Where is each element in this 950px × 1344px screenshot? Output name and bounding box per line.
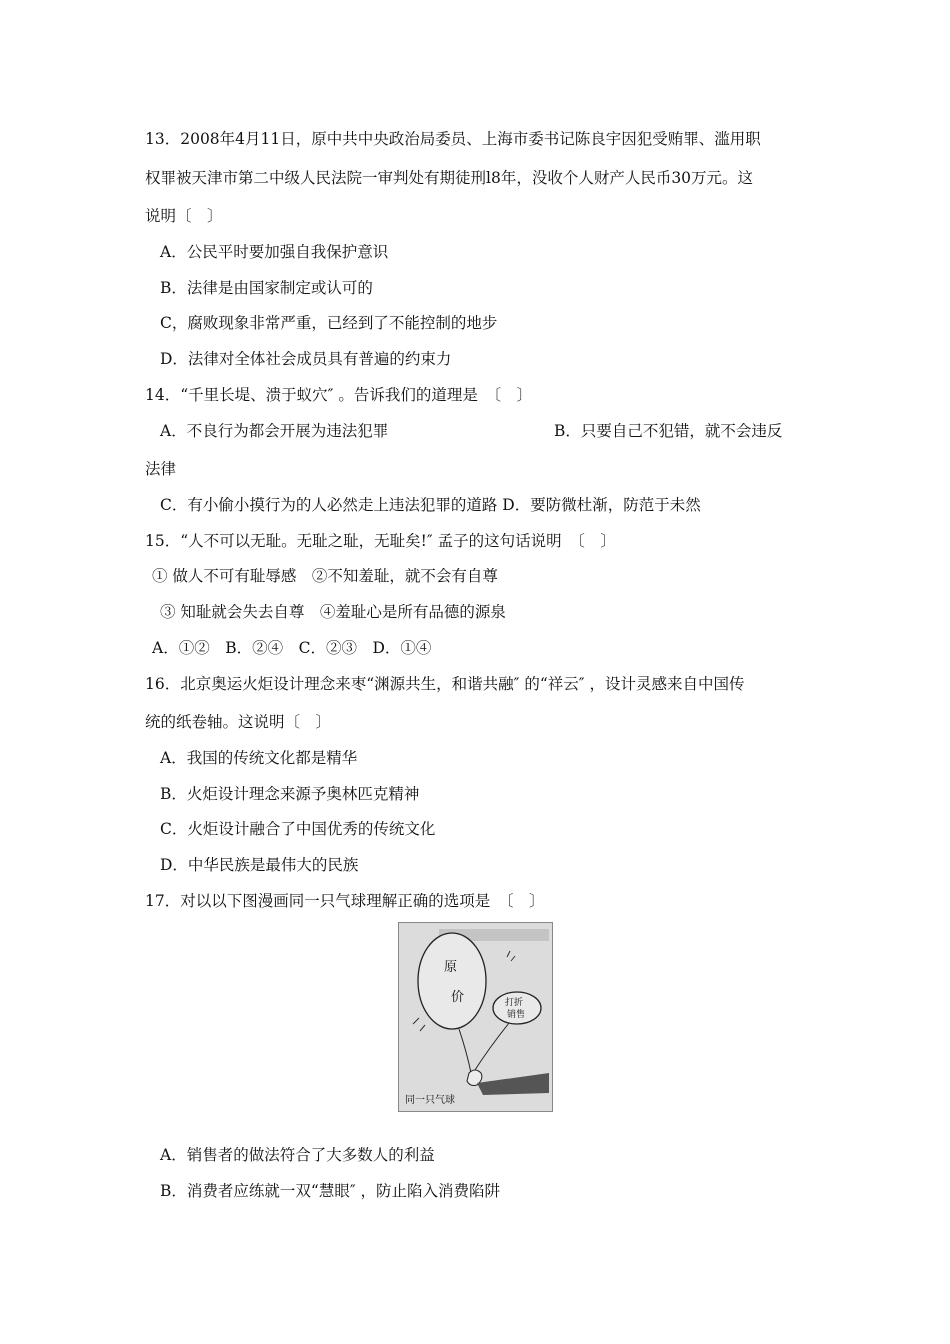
q14-option-a: A．不良行为都会开展为违法犯罪 [160,422,389,440]
q13-option-d: D．法律对全体社会成员具有普遍的约束力 [160,350,452,368]
q16-option-a: A．我国的传统文化都是精华 [160,749,358,767]
q13-option-c: C，腐败现象非常严重，已经到了不能控制的地步 [160,314,498,332]
q16-stem-line-2: 统的纸卷轴。这说明〔 〕 [145,713,332,731]
q13-stem-line-1: 13．2008年4月11日，原中共中央政治局委员、上海市委书记陈良宇因犯受贿罪、滥用职 [145,130,761,148]
q14-option-b: B．只要自己不犯错，就不会违反 [554,422,783,440]
q14-option-b-continued: 法律 [145,460,177,478]
q17-option-a: A．销售者的做法符合了大多数人的利益 [160,1146,435,1164]
large-balloon-text-2: 价 [451,990,465,1005]
figure-caption: 同一只气球 [405,1095,455,1106]
q15-stem: 15．“人不可以无耻。无耻之耻，无耻矣!″ 孟子的这句话说明 〔 〕 [145,532,616,550]
q16-option-c: C．火炬设计融合了中国优秀的传统文化 [160,820,436,838]
q14-stem: 14．“千里长堤、溃于蚁穴″ 。告诉我们的道理是 〔 〕 [145,386,533,404]
small-balloon-text-2: 销售 [507,1010,526,1020]
balloon-cartoon-figure [398,922,553,1112]
q16-option-b: B．火炬设计理念来源予奥林匹克精神 [160,785,420,803]
q13-stem-line-2: 权罪被天津市第二中级人民法院一审判处有期徒刑l8年，没收个人财产人民币30万元。这 [145,169,754,187]
q14-options-c-d: C．有小偷小摸行为的人必然走上违法犯罪的道路 D．要防微杜渐，防范于未然 [160,496,701,514]
q15-statements-2: ③ 知耻就会失去自尊 ④羞耻心是所有品德的源泉 [160,603,506,621]
small-balloon-text-1: 打折 [505,998,524,1008]
q16-stem-line-1: 16．北京奥运火炬设计理念来枣“渊源共生，和谐共融″ 的“祥云″ ，设计灵感来自中国传 [145,675,745,693]
q15-options: A．①② B．②④ C．②③ D．①④ [152,639,432,657]
q17-option-b: B．消费者应练就一双“慧眼″ ，防止陷入消费陷阱 [160,1182,501,1200]
q17-stem: 17．对以以下图漫画同一只气球理解正确的选项是 〔 〕 [145,892,545,910]
q15-statements-1: ① 做人不可有耻辱感 ②不知羞耻，就不会有自尊 [152,567,498,585]
large-balloon [418,933,486,1029]
q13-stem-line-3: 说明〔 〕 [145,207,223,225]
large-balloon-text-1: 原 [444,960,458,975]
q13-option-b: B．法律是由国家制定或认可的 [160,279,373,297]
q16-option-d: D．中华民族是最伟大的民族 [160,856,359,874]
q13-option-a: A．公民平时要加强自我保护意识 [160,243,389,261]
